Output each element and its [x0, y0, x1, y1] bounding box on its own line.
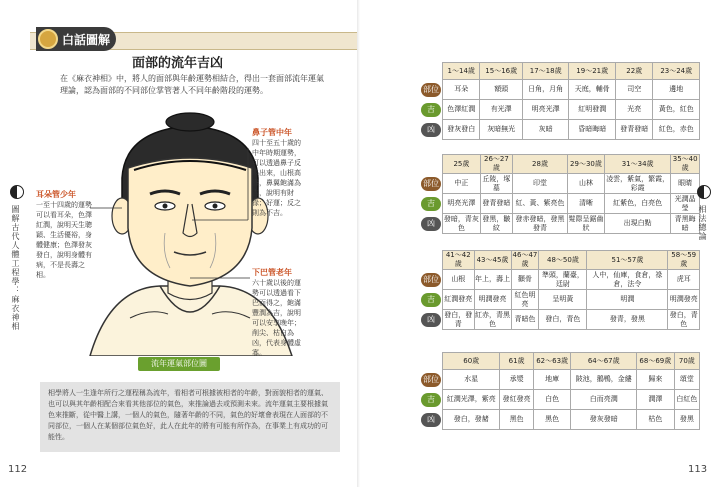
- table-header-cell: 23～24歲: [653, 63, 700, 80]
- table-cell: 水星: [443, 370, 500, 390]
- row-label: 吉: [421, 393, 441, 407]
- table-row: [420, 270, 700, 290]
- age-table-1: [420, 62, 700, 140]
- table-cell: 有光澤: [480, 100, 522, 120]
- table-cell: 山根: [443, 270, 475, 290]
- table-header-cell: 28歲: [513, 155, 568, 174]
- row-label: 吉: [421, 293, 441, 307]
- table-row: [420, 120, 700, 140]
- table-cell: 發暗，青灰色: [443, 214, 479, 232]
- table-cell: 灰暗: [522, 120, 569, 140]
- table-cell: 發灰發暗: [571, 410, 636, 430]
- table-cell: 髮際呈鋸齒狀: [568, 214, 604, 232]
- callout-nose-title: 鼻子管中年: [252, 128, 292, 137]
- table-cell: 清晰: [568, 194, 605, 214]
- callout-chin-text: 六十歲以後的運勢可以透過看下巴而得之，飽滿豐潤為吉，說明可以安享晚年；削尖、枯白為凶，代表身體虛寡。: [252, 279, 301, 357]
- row-label-cell: [420, 214, 443, 234]
- table-cell: 發白，青色: [539, 310, 587, 330]
- callout-chin-title: 下巴管老年: [252, 268, 292, 277]
- table-corner: [420, 63, 443, 80]
- table-cell: 準頭，蘭臺，廷尉: [539, 270, 587, 290]
- table-cell: 額頭: [480, 80, 522, 100]
- table-cell: 紅色明亮: [511, 290, 539, 310]
- table-header-cell: 25歲: [443, 155, 481, 174]
- table-header-cell: 62～63歲: [533, 353, 571, 370]
- table-cell: 呈明黃: [539, 290, 587, 310]
- table-cell: 發青發暗: [615, 120, 652, 140]
- table-corner: [420, 155, 443, 174]
- table-cell: 昏暗晦暗: [569, 120, 616, 140]
- table-header-cell: 29～30歲: [568, 155, 605, 174]
- table-header-row: [420, 251, 700, 270]
- table-cell: 司空: [615, 80, 652, 100]
- age-table-2: [420, 154, 700, 234]
- table-header-cell: 17～18歲: [522, 63, 569, 80]
- age-table-3: [420, 250, 700, 330]
- table-row: [420, 214, 700, 234]
- table-cell: 發紅發亮: [500, 390, 533, 410]
- table-cell: 凌雲，紫氣，繁霞，彩霞: [606, 174, 670, 192]
- table-cell: 色澤紅潤: [443, 100, 480, 120]
- table-row: [420, 194, 700, 214]
- table-cell: 明潤發亮: [474, 290, 511, 310]
- table-cell: 邊地: [653, 80, 700, 100]
- table-cell: 發赤發暗，發黑發青: [513, 214, 568, 234]
- table-cell: 人中，仙庫，食倉，祿倉，法令: [587, 270, 668, 290]
- table-row: [420, 80, 700, 100]
- table-cell: 陂池，鵝鴨，金縷: [571, 370, 636, 390]
- row-label-cell: [420, 80, 443, 100]
- row-label: 凶: [421, 123, 441, 137]
- side-text-left: 圖解古代人體工程學：麻衣神相: [11, 205, 20, 331]
- table-cell: 丘陵，塚墓: [480, 174, 512, 194]
- table-cell: 白而亮潤: [571, 390, 636, 410]
- row-label: 部位: [421, 177, 441, 191]
- table-header-row: [420, 63, 700, 80]
- table-row: [420, 290, 700, 310]
- table-header-cell: 61歲: [500, 353, 533, 370]
- age-table-4: [420, 352, 700, 430]
- table-cell: 發黑，皺紋: [480, 214, 512, 234]
- row-label-cell: [420, 370, 443, 390]
- row-label: 吉: [421, 197, 441, 211]
- table-cell: 年上，壽上: [474, 270, 511, 290]
- lotus-icon: [38, 29, 58, 49]
- side-margin-left: [10, 185, 24, 331]
- table-cell: 紅明發潤: [569, 100, 616, 120]
- table-row: [420, 174, 700, 194]
- table-cell: 日角，月角: [522, 80, 569, 100]
- table-cell: 明潤發亮: [668, 290, 700, 310]
- table-cell: 紅潤發亮: [443, 290, 475, 310]
- table-header-cell: 70歲: [674, 353, 699, 370]
- table-cell: 明潤: [587, 290, 668, 310]
- page-number-left: 112: [8, 464, 28, 475]
- table-header-cell: 43～45歲: [474, 251, 511, 270]
- table-cell: 頌堂: [674, 370, 699, 390]
- row-label: 凶: [421, 413, 441, 427]
- page-number-right: 113: [688, 464, 708, 475]
- table-cell: 白紅色: [674, 390, 699, 410]
- row-label: 部位: [421, 83, 441, 97]
- table-header-row: [420, 353, 700, 370]
- table-cell: 紅紫色，白亮色: [604, 194, 670, 214]
- table-cell: 印堂: [513, 174, 568, 194]
- table-cell: 出現白點: [604, 214, 670, 234]
- yin-yang-icon: [10, 185, 24, 199]
- table-cell: 天庭，輔骨: [569, 80, 616, 100]
- table-cell: 潤澤: [636, 390, 674, 410]
- yin-yang-icon: [697, 185, 711, 199]
- table-header-cell: 58～59歲: [668, 251, 700, 270]
- table-cell: 明亮光澤: [522, 100, 569, 120]
- table-cell: 光潤晶瑩: [671, 194, 700, 214]
- table-cell: 黑色: [500, 410, 533, 430]
- table-cell: 發青發暗: [480, 194, 512, 214]
- table-cell: 中正: [443, 174, 481, 194]
- table-header-cell: 19～21歲: [569, 63, 616, 80]
- quote-box: 相學將人一生逢年所行之運程稱為流年，看相者可根據被相者的年齡，對面貌相者的運氣、也可以與其年齡相配合來看其他部位的氣色，來推論過去或預測未來。流年運氣主要根據氣色來推斷，從中醫上講，一個人的氣色，隨著年齡的不同，氣色的好壞會表現在人面部的不同部位，一個人在某個部位氣色好，此人在此年的將有可能有所作為，在事業上有成功的可能性。: [40, 382, 340, 452]
- table-cell: 灰暗無光: [480, 120, 522, 140]
- row-label: 部位: [421, 273, 441, 287]
- row-label-cell: [420, 194, 443, 214]
- section-title: 白話圖解: [62, 33, 111, 47]
- table-cell: 歸來: [636, 370, 674, 390]
- table-cell: 發白，發赭: [443, 410, 500, 430]
- table-header-cell: 26～27歲: [480, 155, 512, 174]
- table-cell: 承漿: [500, 370, 533, 390]
- side-margin-right: [697, 185, 711, 241]
- table-cell: 紅色，赤色: [653, 120, 700, 140]
- callout-nose: [252, 128, 304, 218]
- table-header-row: [420, 155, 700, 174]
- row-label-cell: [420, 100, 443, 120]
- table-cell: 眼睛: [671, 174, 700, 194]
- table-header-cell: 68～69歲: [636, 353, 674, 370]
- table-header-cell: 31～34歲: [604, 155, 670, 174]
- table-cell: 黑色: [533, 410, 571, 430]
- table-cell: 紅赤，青黑色: [475, 310, 510, 328]
- callout-nose-text: 四十至五十歲的中年時期運勢，可以透過鼻子反映出來，山根高聳，鼻翼飽滿為吉，說明有財祿；好運；反之則為不吉。: [252, 139, 301, 217]
- table-header-cell: 48～50歲: [539, 251, 587, 270]
- row-label: 吉: [421, 103, 441, 117]
- side-text-right: 相法總論: [698, 205, 707, 241]
- row-label-cell: [420, 270, 443, 290]
- table-cell: 白色: [533, 390, 571, 410]
- table-corner: [420, 251, 443, 270]
- row-label-cell: [420, 310, 443, 330]
- table-header-cell: 60歲: [443, 353, 500, 370]
- table-header-cell: 46～47歲: [512, 251, 538, 268]
- callout-ear: [36, 190, 94, 280]
- table-header-cell: 15～16歲: [480, 63, 522, 80]
- table-cell: 紅潤光澤，紫亮: [443, 390, 500, 410]
- table-cell: 耳朵: [443, 80, 480, 100]
- row-label-cell: [420, 120, 443, 140]
- table-cell: 發黑: [674, 410, 699, 430]
- table-cell: 明亮光澤: [443, 194, 481, 214]
- table-cell: 發青，發黑: [587, 310, 668, 330]
- table-cell: 黃色，紅色: [653, 100, 700, 120]
- figure-caption: 流年運氣部位圖: [138, 357, 220, 371]
- table-header-cell: 35～40歲: [672, 155, 698, 172]
- table-header-cell: 51～57歲: [587, 251, 668, 270]
- row-label: 凶: [421, 313, 441, 327]
- row-label-cell: [420, 390, 443, 410]
- row-label-cell: [420, 290, 443, 310]
- table-cell: 山林: [568, 174, 605, 194]
- table-cell: 發灰發白: [443, 120, 480, 140]
- table-header-cell: 22歲: [615, 63, 652, 80]
- row-label-cell: [420, 410, 443, 430]
- table-cell: 紅、黃、紫亮色: [513, 194, 568, 214]
- table-cell: 發白，青色: [669, 310, 698, 328]
- table-cell: 枯色: [636, 410, 674, 430]
- table-header-cell: 1～14歲: [443, 63, 480, 80]
- row-label: 部位: [421, 373, 441, 387]
- table-cell: 光亮: [615, 100, 652, 120]
- table-row: [420, 390, 700, 410]
- intro-paragraph: 在《麻衣神相》中，將人的面部與年齡運勢相結合，得出一套面部流年運氣理論，認為面部的不同部位掌管著人不同年齡階段的運勢。: [60, 74, 324, 95]
- table-cell: 地庫: [533, 370, 571, 390]
- table-cell: 顴骨: [511, 270, 539, 290]
- callout-ear-title: 耳朵管少年: [36, 190, 76, 199]
- table-header-cell: 64～67歲: [571, 353, 636, 370]
- page-title: 面部的流年吉凶: [132, 56, 224, 71]
- table-row: [420, 310, 700, 330]
- table-corner: [420, 353, 443, 370]
- table-cell: 虎耳: [668, 270, 700, 290]
- callout-ear-text: 一至十四歲的運勢可以看耳朵，色澤紅潤，說明天生聰穎、生活優裕，身體健康；色澤發灰發白，說明身體有病，不是長壽之相。: [36, 201, 92, 279]
- callout-chin: [252, 268, 304, 358]
- row-label-cell: [420, 174, 443, 194]
- table-row: [420, 410, 700, 430]
- table-header-cell: 41～42歲: [443, 251, 475, 270]
- table-cell: 青黑晦暗: [671, 214, 700, 234]
- table-row: [420, 370, 700, 390]
- table-cell: 發白，發青: [444, 310, 473, 328]
- table-row: [420, 100, 700, 120]
- table-cell: 青暗色: [511, 310, 539, 330]
- row-label: 凶: [421, 217, 441, 231]
